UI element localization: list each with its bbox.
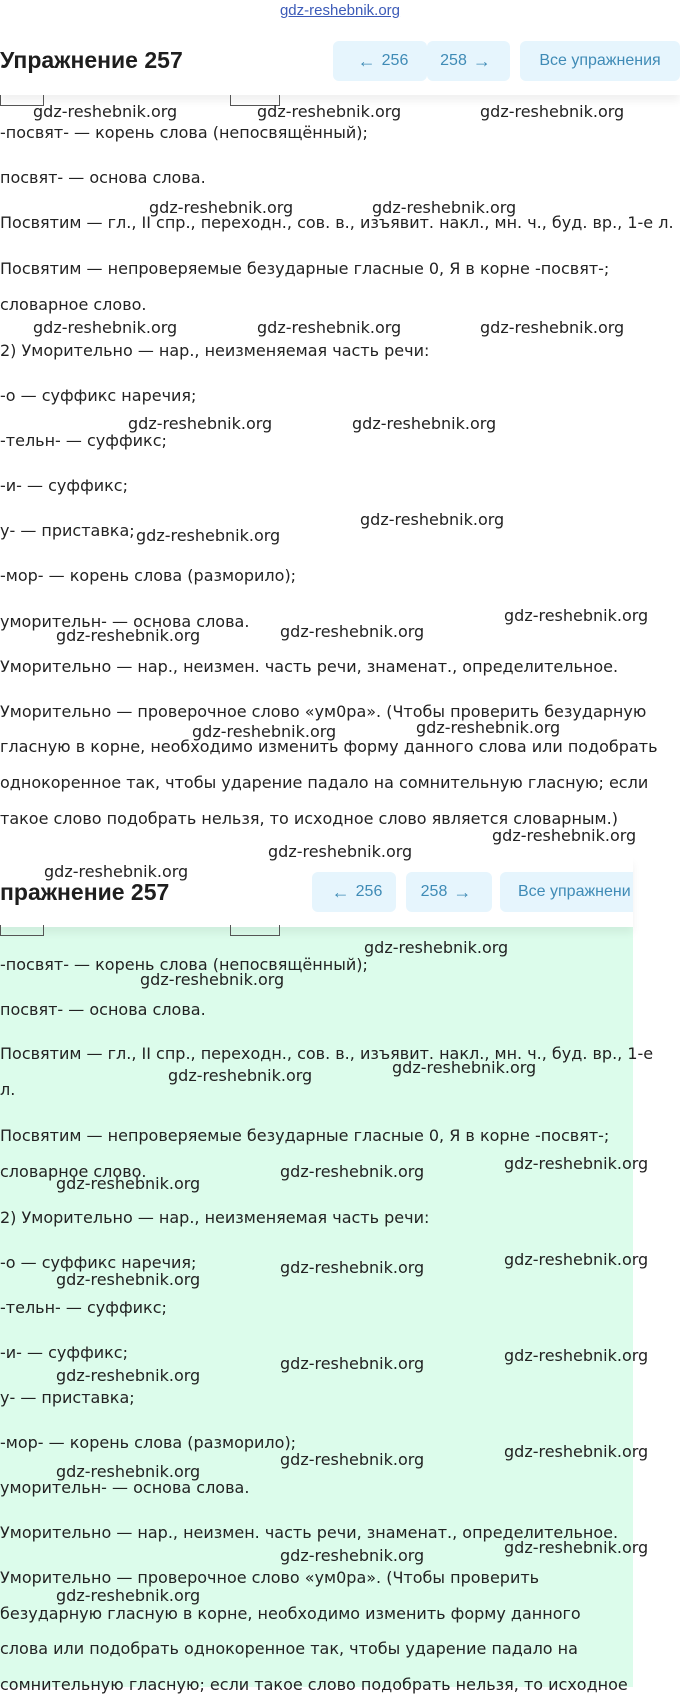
text-line: Уморительно — проверочное слово «ум0ра». (Чтобы проверить (0, 1568, 540, 1587)
text-line: -тельн- — суффикс; (0, 431, 167, 450)
watermark: gdz-reshebnik.org (392, 1058, 537, 1077)
watermark: gdz-reshebnik.org (56, 1462, 201, 1481)
text-line: уморительн- — основа слова. (0, 612, 250, 631)
watermark: gdz-reshebnik.org (504, 1154, 649, 1173)
all-label: Все упражнения (539, 52, 661, 69)
text-line: -и- — суффикс; (0, 1343, 128, 1362)
watermark: gdz-reshebnik.org (56, 1174, 201, 1193)
watermark: gdz-reshebnik.org (280, 1450, 425, 1469)
text-line: Уморительно — нар., неизмен. часть речи, знаменат., определительное. (0, 1523, 619, 1542)
prev-label: 256 (381, 52, 409, 69)
next-exercise-button-duplicate[interactable] (406, 872, 492, 912)
watermark: gdz-reshebnik.org (128, 414, 273, 433)
watermark: gdz-reshebnik.org (280, 1546, 425, 1565)
text-line: гласную в корне, необходимо изменить форму данного слова или подобрать (0, 737, 658, 756)
text-line: посвят- — основа слова. (0, 168, 206, 187)
text-line: Посвятим — гл., II спр., переходн., сов. в., изъявит. накл., мн. ч., буд. вр., 1-е л. (0, 213, 674, 232)
text-line: Посвятим — непроверяемые безударные гласные 0, Я в корне -посвят-; (0, 1126, 610, 1145)
arrow-right-icon[interactable]: → (472, 50, 491, 71)
text-line: Посвятим — гл., II спр., переходн., сов. в., изъявит. накл., мн. ч., буд. вр., 1-е (0, 1044, 654, 1063)
watermark: gdz-reshebnik.org (480, 102, 625, 121)
text-line: -мор- — корень слова (разморило); (0, 566, 297, 585)
watermark: gdz-reshebnik.org (56, 626, 201, 645)
watermark: gdz-reshebnik.org (360, 510, 505, 529)
site-link[interactable]: gdz-reshebnik.org (279, 2, 401, 19)
prev-exercise-button[interactable] (333, 41, 427, 81)
next-label: 258 (440, 52, 467, 69)
next-exercise-button[interactable] (427, 41, 510, 81)
text-line: -о — суффикс наречия; (0, 1253, 197, 1272)
text-line: слова или подобрать однокоренное так, чтобы ударение падало на (0, 1639, 578, 1658)
watermark: gdz-reshebnik.org (56, 1586, 201, 1605)
all-exercises-button[interactable] (520, 41, 680, 81)
text-line: -и- — суффикс; (0, 476, 128, 495)
text-line: Уморительно — проверочное слово «ум0ра». (Чтобы проверить безударную (0, 702, 647, 721)
exercise-header (0, 25, 680, 95)
watermark: gdz-reshebnik.org (504, 606, 649, 625)
text-line: -посвят- — корень слова (непосвящённый); (0, 955, 368, 974)
watermark: gdz-reshebnik.org (492, 826, 637, 845)
text-line: -тельн- — суффикс; (0, 1298, 167, 1317)
watermark: gdz-reshebnik.org (280, 622, 425, 641)
text-line: -мор- — корень слова (разморило); (0, 1433, 297, 1452)
watermark: gdz-reshebnik.org (56, 1270, 201, 1289)
all-exercises-button-duplicate[interactable] (500, 872, 633, 912)
text-line: л. (0, 1080, 16, 1099)
page-title: Упражнение 257 (0, 47, 183, 73)
watermark: gdz-reshebnik.org (268, 842, 413, 861)
arrow-left-icon: ← (357, 50, 376, 71)
text-line: Посвятим — непроверяемые безударные гласные 0, Я в корне -посвят-; (0, 259, 610, 278)
watermark: gdz-reshebnik.org (33, 318, 178, 337)
page-title-duplicate: пражнение 257 (0, 879, 170, 905)
prev-exercise-button-duplicate[interactable] (312, 872, 396, 912)
watermark: gdz-reshebnik.org (192, 722, 337, 741)
text-line: безударную гласную в корне, необходимо изменить форму данного (0, 1604, 581, 1623)
watermark: gdz-reshebnik.org (257, 102, 402, 121)
watermark: gdz-reshebnik.org (136, 526, 281, 545)
next-label: 258 (420, 883, 448, 900)
tab-marker (0, 925, 44, 936)
arrow-right-icon[interactable]: → (453, 881, 472, 902)
watermark: gdz-reshebnik.org (504, 1538, 649, 1557)
watermark: gdz-reshebnik.org (56, 1366, 201, 1385)
text-line: сомнительную гласную; если такое слово подобрать нельзя, то исходное (0, 1675, 628, 1694)
watermark: gdz-reshebnik.org (352, 414, 497, 433)
watermark: gdz-reshebnik.org (280, 1354, 425, 1373)
watermark: gdz-reshebnik.org (504, 1346, 649, 1365)
text-line: -о — суффикс наречия; (0, 386, 197, 405)
text-line: -посвят- — корень слова (непосвящённый); (0, 123, 368, 142)
watermark: gdz-reshebnik.org (480, 318, 625, 337)
watermark: gdz-reshebnik.org (149, 198, 294, 217)
watermark: gdz-reshebnik.org (257, 318, 402, 337)
watermark: gdz-reshebnik.org (372, 198, 517, 217)
watermark: gdz-reshebnik.org (364, 938, 509, 957)
text-line: 2) Уморительно — нар., неизменяемая часть речи: (0, 1208, 430, 1227)
watermark: gdz-reshebnik.org (280, 1162, 425, 1181)
watermark: gdz-reshebnik.org (44, 862, 189, 881)
watermark: gdz-reshebnik.org (504, 1250, 649, 1269)
text-line: Уморительно — нар., неизмен. часть речи, знаменат., определительное. (0, 657, 619, 676)
prev-label: 256 (355, 883, 383, 900)
all-label: Все упражнени (518, 883, 631, 900)
text-line: уморительн- — основа слова. (0, 1478, 250, 1497)
text-line: словарное слово. (0, 295, 147, 314)
text-line: 2) Уморительно — нар., неизменяемая часть речи: (0, 341, 430, 360)
text-line: у- — приставка; (0, 1388, 135, 1407)
text-line: посвят- — основа слова. (0, 1000, 206, 1019)
text-line: у- — приставка; (0, 521, 135, 540)
watermark: gdz-reshebnik.org (140, 970, 285, 989)
text-line: однокоренное так, чтобы ударение падало на сомнительную гласную; если (0, 773, 649, 792)
text-line: словарное слово. (0, 1162, 147, 1181)
watermark: gdz-reshebnik.org (33, 102, 178, 121)
arrow-left-icon: ← (331, 881, 350, 902)
watermark: gdz-reshebnik.org (504, 1442, 649, 1461)
watermark: gdz-reshebnik.org (416, 718, 561, 737)
watermark: gdz-reshebnik.org (280, 1258, 425, 1277)
tab-marker (230, 925, 280, 936)
watermark: gdz-reshebnik.org (168, 1066, 313, 1085)
text-line: такое слово подобрать нельзя, то исходное слово является словарным.) (0, 809, 618, 828)
